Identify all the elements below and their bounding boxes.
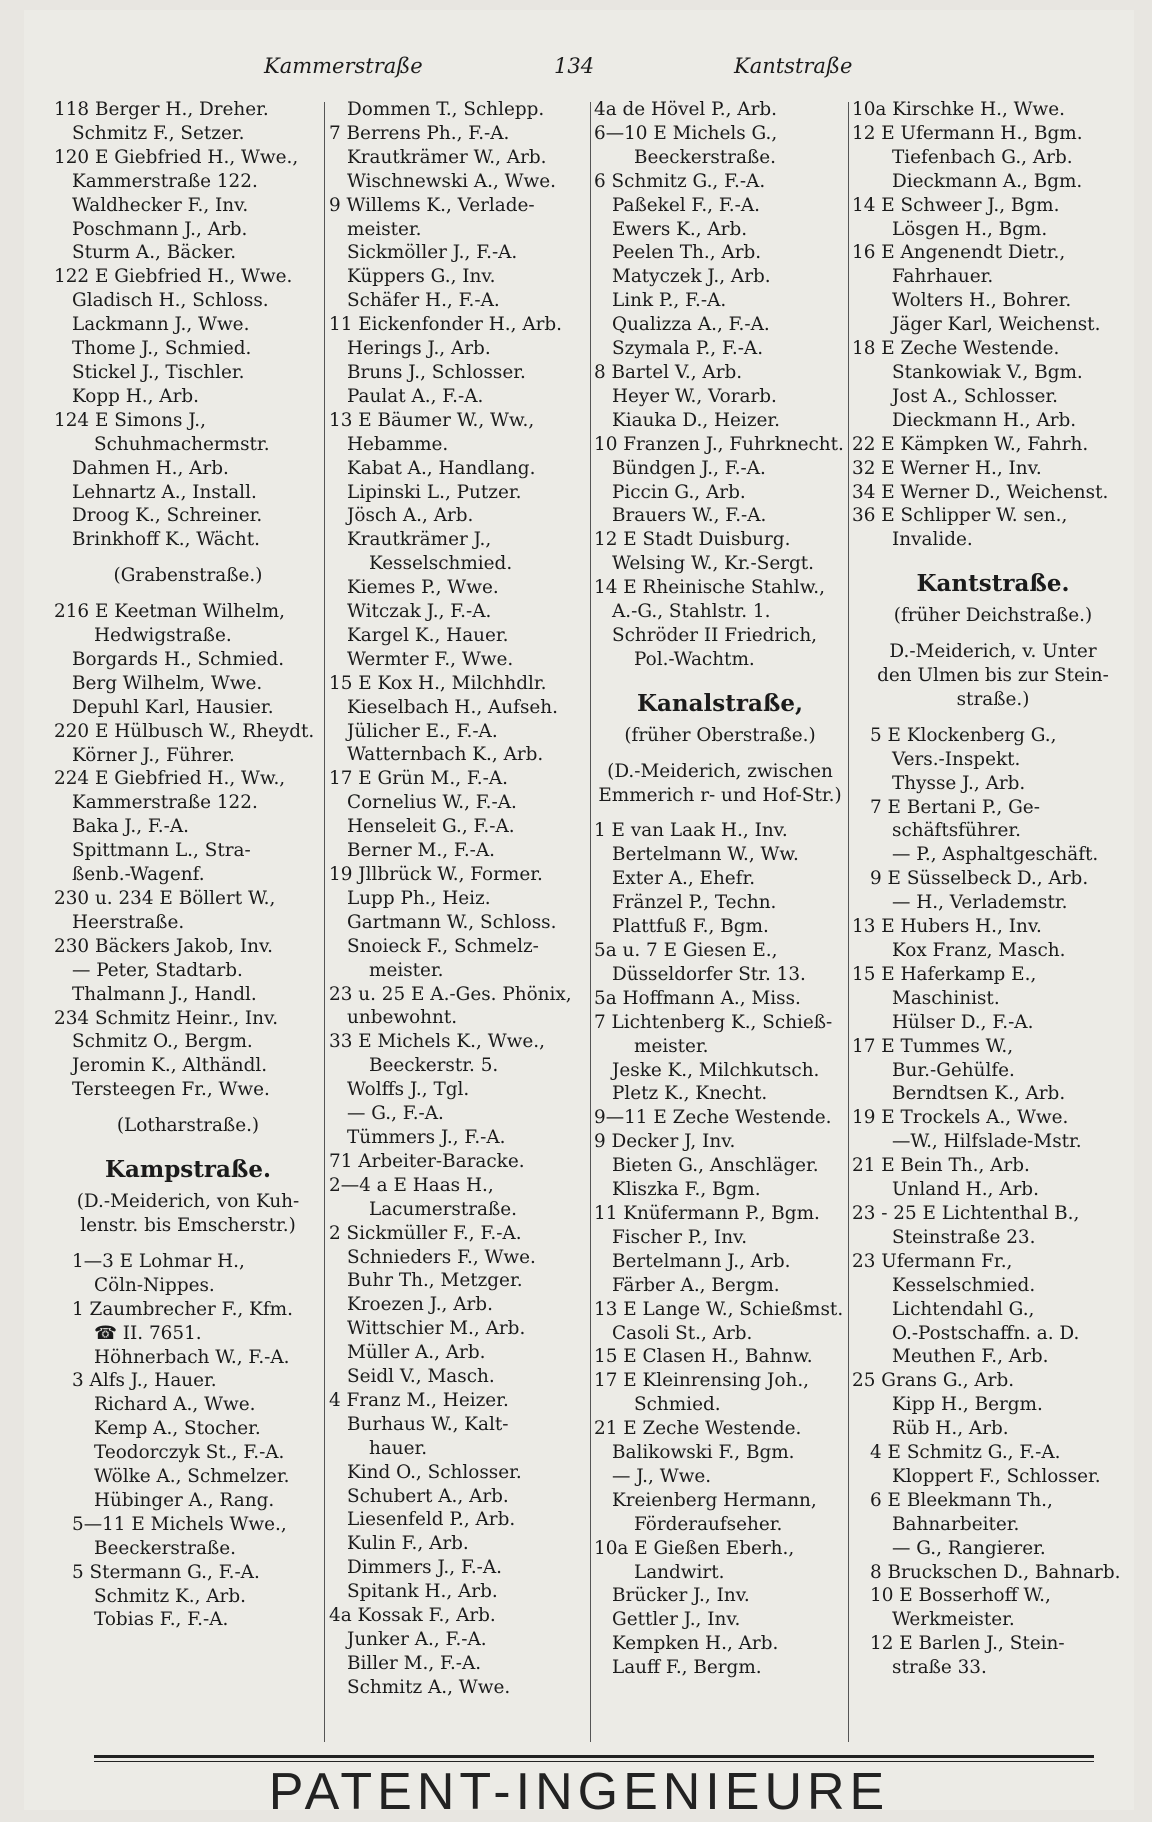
directory-entry: Kabat A., Handlang. bbox=[347, 457, 536, 479]
street-note: (früher Deichstraße.) bbox=[893, 605, 1093, 627]
directory-entry: 12 E Barlen J., Stein- bbox=[870, 1633, 1065, 1655]
directory-entry: 21 E Zeche Westende. bbox=[594, 1418, 802, 1440]
directory-entry: Poschmann J., Arb. bbox=[72, 218, 248, 240]
directory-entry: Henseleit G., F.-A. bbox=[347, 816, 515, 838]
directory-entry: 16 E Angenendt Dietr., bbox=[852, 242, 1066, 264]
directory-entry: — H., Verlademstr. bbox=[892, 892, 1068, 914]
directory-entry: Burhaus W., Kalt- bbox=[347, 1413, 509, 1435]
directory-entry: Paulat A., F.-A. bbox=[347, 385, 484, 407]
directory-entry: 14 E Schweer J., Bgm. bbox=[852, 194, 1060, 216]
directory-entry: Paßekel F., F.-A. bbox=[612, 194, 760, 216]
directory-entry: 224 E Giebfried H., Ww., bbox=[54, 768, 286, 790]
directory-entry: Seidl V., Masch. bbox=[347, 1366, 495, 1388]
directory-entry: Thome J., Schmied. bbox=[72, 338, 252, 360]
directory-entry: 15 E Kox H., Milchhdlr. bbox=[329, 672, 547, 694]
directory-entry: 6—10 E Michels G., bbox=[594, 122, 778, 144]
directory-entry: Wittschier M., Arb. bbox=[347, 1318, 526, 1340]
directory-entry: Sickmöller J., F.-A. bbox=[347, 242, 518, 264]
street-note: (D.-Meiderich, von Kuh- bbox=[76, 1191, 300, 1213]
directory-entry: — P., Asphaltgeschäft. bbox=[892, 844, 1099, 866]
directory-page bbox=[24, 10, 1134, 1821]
page-number: 134 bbox=[554, 54, 595, 78]
directory-entry: Heyer W., Vorarb. bbox=[612, 385, 777, 407]
directory-entry: Lehnartz A., Install. bbox=[72, 481, 257, 503]
directory-entry: 5a u. 7 E Giesen E., bbox=[594, 940, 778, 961]
directory-entry: Berner M., F.-A. bbox=[347, 840, 496, 862]
directory-entry: Fischer P., Inv. bbox=[612, 1226, 748, 1248]
directory-entry: 5 Stermann G., F.-A. bbox=[72, 1561, 260, 1583]
directory-entry: 7 E Bertani P., Ge- bbox=[870, 796, 1040, 818]
directory-entry: Peelen Th., Arb. bbox=[612, 242, 762, 264]
directory-entry: Wermter F., Wwe. bbox=[347, 648, 514, 670]
directory-entry: Sturm A., Bäcker. bbox=[72, 242, 237, 264]
directory-entry: Baka J., F.-A. bbox=[72, 816, 189, 838]
directory-entry: Tobias F., F.-A. bbox=[94, 1609, 229, 1631]
directory-entry: Brinkhoff K., Wächt. bbox=[72, 529, 260, 551]
directory-entry: 36 E Schlipper W. sen., bbox=[852, 505, 1068, 527]
directory-entry: hauer. bbox=[369, 1437, 428, 1459]
directory-entry: Schnieders F., Wwe. bbox=[347, 1246, 536, 1268]
spacer bbox=[594, 672, 846, 684]
directory-entry: Piccin G., Arb. bbox=[612, 481, 746, 503]
directory-entry: Bieten G., Anschläger. bbox=[612, 1155, 819, 1177]
directory-entry: Depuhl Karl, Hausier. bbox=[72, 696, 274, 718]
directory-entry: Kieselbach H., Aufseh. bbox=[347, 696, 558, 718]
directory-entry: 34 E Werner D., Weichenst. bbox=[852, 481, 1109, 503]
header-right-street: Kantstraße bbox=[734, 54, 853, 78]
directory-entry: Kesselschmied. bbox=[892, 1274, 1036, 1296]
directory-entry: Rüb H., Arb. bbox=[892, 1418, 1009, 1440]
directory-entry: Schmitz K., Arb. bbox=[94, 1585, 246, 1607]
directory-entry: 15 E Clasen H., Bahnw. bbox=[594, 1346, 813, 1368]
directory-entry: Casoli St., Arb. bbox=[612, 1322, 753, 1344]
directory-entry: 32 E Werner H., Inv. bbox=[852, 457, 1042, 479]
header-left-street: Kammerstraße bbox=[264, 54, 423, 78]
directory-entry: —W., Hilfslade-Mstr. bbox=[892, 1131, 1082, 1153]
footer-advert: PATENT-INGENIEURE bbox=[268, 1763, 890, 1821]
page-header bbox=[24, 54, 1134, 84]
column-divider bbox=[324, 102, 325, 1742]
directory-entry: 10a E Gießen Eberh., bbox=[594, 1537, 795, 1559]
directory-entry: Teodorczyk St., F.-A. bbox=[94, 1442, 285, 1464]
directory-entry: 18 E Zeche Westende. bbox=[852, 338, 1060, 360]
directory-entry: 9 Decker J, Inv. bbox=[594, 1131, 736, 1153]
directory-entry: Heerstraße. bbox=[72, 911, 185, 933]
directory-entry: Junker A., F.-A. bbox=[347, 1629, 487, 1650]
directory-entry: 17 E Kleinrensing Joh., bbox=[594, 1370, 810, 1392]
directory-entry: Pol.-Wachtm. bbox=[634, 648, 755, 670]
directory-entry: Färber A., Bergm. bbox=[612, 1274, 780, 1296]
directory-entry: Qualizza A., F.-A. bbox=[612, 314, 770, 336]
spacer bbox=[54, 1238, 322, 1250]
directory-entry: Tersteegen Fr., Wwe. bbox=[72, 1079, 270, 1101]
directory-entry: 11 Knüfermann P., Bgm. bbox=[594, 1202, 820, 1224]
directory-entry: 4 Franz M., Heizer. bbox=[329, 1389, 509, 1411]
directory-entry: Spittmann L., Stra- bbox=[72, 840, 251, 862]
directory-entry: Dieckmann H., Arb. bbox=[892, 409, 1077, 431]
directory-entry: 2 Sickmüller F., F.-A. bbox=[329, 1222, 522, 1244]
directory-entry: Beeckerstraße. bbox=[94, 1537, 236, 1559]
directory-entry: Brauers W., F.-A. bbox=[612, 505, 767, 527]
directory-entry: Lupp Ph., Heiz. bbox=[347, 887, 491, 909]
directory-entry: 1 E van Laak H., Inv. bbox=[594, 820, 788, 842]
directory-entry: 6 Schmitz G., F.-A. bbox=[594, 170, 766, 192]
directory-entry: 17 E Tummes W., bbox=[852, 1035, 1014, 1057]
street-heading: Kampstraße. bbox=[104, 1156, 272, 1184]
directory-entry: Liesenfeld P., Arb. bbox=[347, 1509, 516, 1531]
directory-entry: Düsseldorfer Str. 13. bbox=[612, 963, 806, 985]
directory-entry: Kiauka D., Heizer. bbox=[612, 409, 781, 431]
directory-entry: Herings J., Arb. bbox=[347, 338, 491, 360]
directory-entry: Küppers G., Inv. bbox=[347, 266, 496, 288]
directory-entry: Kempken H., Arb. bbox=[612, 1633, 779, 1655]
directory-entry: 22 E Kämpken W., Fahrh. bbox=[852, 433, 1089, 455]
directory-entry: Bertelmann W., Ww. bbox=[612, 844, 799, 866]
directory-entry: Dahmen H., Arb. bbox=[72, 457, 229, 479]
directory-entry: Landwirt. bbox=[634, 1561, 725, 1583]
directory-entry: Jost A., Schlosser. bbox=[892, 385, 1059, 407]
column-3 bbox=[594, 98, 846, 1758]
directory-entry: Bündgen J., F.-A. bbox=[612, 457, 766, 479]
directory-entry: Balikowski F., Bgm. bbox=[612, 1442, 795, 1464]
directory-entry: Jeske K., Milchkutsch. bbox=[612, 1059, 820, 1081]
spacer bbox=[852, 552, 1134, 564]
directory-entry: Kipp H., Bergm. bbox=[892, 1394, 1043, 1416]
directory-entry: Meuthen F., Arb. bbox=[892, 1346, 1049, 1368]
column-divider bbox=[590, 102, 591, 1742]
directory-entry: 10 Franzen J., Fuhrknecht. bbox=[594, 433, 844, 455]
directory-entry: 9—11 E Zeche Westende. bbox=[594, 1107, 832, 1129]
directory-entry: Schröder II Friedrich, bbox=[612, 624, 818, 646]
spacer bbox=[54, 1138, 322, 1150]
directory-entry: 33 E Michels K., Wwe., bbox=[329, 1031, 545, 1053]
street-note: D.-Meiderich, v. Unter bbox=[889, 641, 1097, 663]
street-note: (früher Oberstraße.) bbox=[624, 724, 816, 746]
street-note: (D.-Meiderich, zwischen bbox=[607, 760, 833, 782]
spacer bbox=[594, 748, 846, 760]
directory-entry: straße 33. bbox=[892, 1657, 987, 1679]
directory-entry: Steinstraße 23. bbox=[892, 1226, 1036, 1248]
directory-entry: Jülicher E., F.-A. bbox=[347, 720, 498, 742]
directory-entry: Werkmeister. bbox=[892, 1609, 1015, 1631]
directory-entry: Kind O., Schlosser. bbox=[347, 1461, 522, 1483]
directory-entry: Borgards H., Schmied. bbox=[72, 648, 285, 670]
directory-entry: Kargel K., Hauer. bbox=[347, 624, 509, 646]
directory-entry: Welsing W., Kr.-Sergt. bbox=[612, 553, 815, 575]
directory-entry: A.-G., Stahlstr. 1. bbox=[612, 601, 771, 623]
directory-entry: 216 E Keetman Wilhelm, bbox=[54, 601, 285, 623]
directory-entry: Unland H., Arb. bbox=[892, 1179, 1039, 1201]
directory-entry: Witczak J., F.-A. bbox=[347, 601, 492, 623]
directory-entry: Hübinger A., Rang. bbox=[94, 1489, 275, 1511]
directory-entry: 3 Alfs J., Hauer. bbox=[72, 1370, 217, 1392]
directory-entry: — G., Rangierer. bbox=[892, 1537, 1046, 1559]
directory-entry: unbewohnt. bbox=[347, 1007, 458, 1029]
directory-entry: Dommen T., Schlepp. bbox=[347, 99, 545, 120]
directory-entry: 19 E Trockels A., Wwe. bbox=[852, 1107, 1069, 1129]
street-heading: Kantstraße. bbox=[916, 570, 1070, 598]
directory-entry: 14 E Rheinische Stahlw., bbox=[594, 577, 825, 599]
directory-entry: Snoieck F., Schmelz- bbox=[347, 935, 539, 957]
directory-entry: 11 Eickenfonder H., Arb. bbox=[329, 314, 563, 336]
directory-entry: — Peter, Stadtarb. bbox=[72, 959, 243, 981]
directory-entry: Kesselschmied. bbox=[369, 553, 513, 575]
directory-entry: Cornelius W., F.-A. bbox=[347, 792, 517, 814]
directory-entry: Höhnerbach W., F.-A. bbox=[94, 1346, 290, 1368]
directory-entry: Bertelmann J., Arb. bbox=[612, 1250, 791, 1272]
directory-entry: ☎ II. 7651. bbox=[94, 1322, 202, 1344]
directory-entry: 220 E Hülbusch W., Rheydt. bbox=[54, 720, 315, 742]
directory-entry: meister. bbox=[347, 218, 422, 240]
directory-entry: Vers.-Inspekt. bbox=[892, 748, 1021, 770]
directory-entry: 13 E Lange W., Schießmst. bbox=[594, 1298, 844, 1320]
column-divider bbox=[848, 102, 849, 1742]
directory-entry: Lichtendahl G., bbox=[892, 1298, 1035, 1320]
directory-entry: Maschinist. bbox=[892, 987, 1000, 1009]
directory-entry: Jäger Karl, Weichenst. bbox=[892, 314, 1101, 336]
directory-entry: Jeromin K., Althändl. bbox=[72, 1055, 268, 1077]
directory-entry: 25 Grans G., Arb. bbox=[852, 1370, 1015, 1392]
directory-entry: ßenb.-Wagenf. bbox=[72, 864, 205, 886]
directory-entry: Lösgen H., Bgm. bbox=[892, 218, 1048, 240]
directory-entry: O.-Postschaffn. a. D. bbox=[892, 1322, 1080, 1344]
directory-entry: 8 Bruckschen D., Bahnarb. bbox=[870, 1561, 1121, 1583]
directory-entry: schäftsführer. bbox=[892, 820, 1021, 842]
directory-entry: Gettler J., Inv. bbox=[612, 1609, 741, 1631]
directory-entry: Szymala P., F.-A. bbox=[612, 338, 764, 360]
directory-entry: 23 - 25 E Lichtenthal B., bbox=[852, 1202, 1080, 1224]
directory-entry: Kammerstraße 122. bbox=[72, 792, 258, 814]
directory-entry: Stankowiak V., Bgm. bbox=[892, 361, 1083, 383]
directory-entry: 13 E Hubers H., Inv. bbox=[852, 916, 1042, 938]
directory-entry: Hedwigstraße. bbox=[94, 625, 232, 647]
street-note: den Ulmen bis zur Stein- bbox=[877, 665, 1109, 687]
footer-rule bbox=[94, 1755, 1094, 1758]
directory-entry: Hülser D., F.-A. bbox=[892, 1011, 1034, 1033]
directory-entry: Wölke A., Schmelzer. bbox=[94, 1466, 290, 1488]
directory-entry: Kliszka F., Bgm. bbox=[612, 1179, 761, 1201]
directory-entry: Krautkrämer J., bbox=[347, 529, 492, 551]
directory-entry: Lackmann J., Wwe. bbox=[72, 314, 250, 336]
directory-entry: 8 Bartel V., Arb. bbox=[594, 361, 743, 383]
directory-entry: Thalmann J., Handl. bbox=[72, 983, 257, 1005]
directory-entry: 21 E Bein Th., Arb. bbox=[852, 1155, 1030, 1177]
directory-entry: Fahrhauer. bbox=[892, 266, 994, 288]
directory-entry: Berndtsen K., Arb. bbox=[892, 1083, 1066, 1105]
directory-entry: Hebamme. bbox=[347, 433, 449, 455]
directory-entry: Matyczek J., Arb. bbox=[612, 266, 771, 288]
directory-entry: Thysse J., Arb. bbox=[892, 772, 1026, 794]
directory-entry: Beeckerstr. 5. bbox=[369, 1055, 499, 1077]
directory-entry: Wischnewski A., Wwe. bbox=[347, 170, 557, 192]
directory-entry: Buhr Th., Metzger. bbox=[347, 1270, 523, 1292]
directory-entry: 5 E Klockenberg G., bbox=[870, 724, 1057, 746]
directory-entry: Kroezen J., Arb. bbox=[347, 1294, 493, 1316]
directory-entry: Kiemes P., Wwe. bbox=[347, 577, 499, 599]
directory-entry: Kemp A., Stocher. bbox=[94, 1418, 261, 1440]
directory-entry: Kox Franz, Masch. bbox=[892, 940, 1066, 961]
directory-entry: 1 Zaumbrecher F., Kfm. bbox=[72, 1298, 293, 1320]
directory-entry: Förderaufseher. bbox=[634, 1513, 783, 1535]
street-note: Emmerich r- und Hof-Str.) bbox=[598, 784, 842, 806]
spacer bbox=[54, 552, 322, 564]
directory-entry: Fränzel P., Techn. bbox=[612, 892, 777, 914]
directory-entry: 120 E Giebfried H., Wwe., bbox=[54, 146, 299, 168]
directory-entry: 7 Berrens Ph., F.-A. bbox=[329, 122, 510, 144]
directory-entry: Schmied. bbox=[634, 1394, 721, 1416]
directory-entry: 17 E Grün M., F.-A. bbox=[329, 768, 508, 790]
directory-entry: Brücker J., Inv. bbox=[612, 1585, 750, 1607]
directory-entry: Invalide. bbox=[892, 529, 973, 551]
directory-entry: Bur.-Gehülfe. bbox=[892, 1059, 1015, 1081]
directory-entry: 230 Bäckers Jakob, Inv. bbox=[54, 935, 274, 957]
directory-entry: 2—4 a E Haas H., bbox=[329, 1174, 494, 1196]
directory-entry: Bahnarbeiter. bbox=[892, 1513, 1020, 1535]
directory-entry: Dieckmann A., Bgm. bbox=[892, 170, 1083, 192]
spacer bbox=[54, 1102, 322, 1114]
directory-entry: Wolffs J., Tgl. bbox=[347, 1079, 470, 1101]
directory-entry: — G., F.-A. bbox=[347, 1103, 444, 1125]
directory-entry: 234 Schmitz Heinr., Inv. bbox=[54, 1007, 279, 1029]
street-note: (Lotharstraße.) bbox=[116, 1115, 260, 1137]
directory-entry: 9 Willems K., Verlade- bbox=[329, 194, 535, 216]
directory-entry: 4a de Hövel P., Arb. bbox=[594, 99, 777, 120]
directory-entry: Tiefenbach G., Arb. bbox=[892, 146, 1073, 168]
column-4 bbox=[852, 98, 1134, 1758]
directory-entry: 1—3 E Lohmar H., bbox=[72, 1250, 245, 1272]
directory-entry: 23 u. 25 E A.-Ges. Phönix, bbox=[329, 983, 572, 1005]
directory-entry: Körner J., Führer. bbox=[72, 744, 235, 766]
directory-entry: Kloppert F., Schlosser. bbox=[892, 1465, 1101, 1487]
directory-entry: 10 E Bosserhoff W., bbox=[870, 1585, 1051, 1607]
street-heading: Kanalstraße, bbox=[637, 689, 803, 717]
directory-entry: Bruns J., Schlosser. bbox=[347, 361, 526, 383]
directory-entry: Krautkrämer W., Arb. bbox=[347, 146, 547, 168]
directory-entry: Tümmers J., F.-A. bbox=[347, 1126, 506, 1148]
directory-entry: Kreienberg Hermann, bbox=[612, 1489, 817, 1511]
directory-entry: Stickel J., Tischler. bbox=[72, 361, 245, 383]
directory-entry: 13 E Bäumer W., Ww., bbox=[329, 409, 535, 431]
directory-entry: 5—11 E Michels Wwe., bbox=[72, 1513, 287, 1535]
directory-entry: Schubert A., Arb. bbox=[347, 1485, 509, 1507]
directory-entry: Spitank H., Arb. bbox=[347, 1581, 498, 1603]
directory-entry: Droog K., Schreiner. bbox=[72, 505, 263, 527]
directory-entry: Ewers K., Arb. bbox=[612, 218, 748, 240]
directory-entry: Gladisch H., Schloss. bbox=[72, 290, 269, 312]
spacer bbox=[594, 807, 846, 819]
directory-entry: Waldhecker F., Inv. bbox=[72, 194, 249, 216]
directory-entry: Lauff F., Bergm. bbox=[612, 1657, 762, 1679]
column-1 bbox=[54, 98, 322, 1758]
directory-entry: 71 Arbeiter-Baracke. bbox=[329, 1150, 525, 1172]
directory-entry: Biller M., F.-A. bbox=[347, 1652, 482, 1674]
column-2 bbox=[329, 98, 591, 1758]
directory-entry: Richard A., Wwe. bbox=[94, 1394, 256, 1416]
directory-entry: Exter A., Ehefr. bbox=[612, 868, 756, 890]
directory-entry: 10a Kirschke H., Wwe. bbox=[852, 99, 1066, 120]
directory-entry: Schmitz A., Wwe. bbox=[347, 1676, 511, 1698]
directory-entry: Lipinski L., Putzer. bbox=[347, 481, 522, 503]
spacer bbox=[852, 628, 1134, 640]
directory-entry: 19 Jllbrück W., Former. bbox=[329, 864, 543, 885]
directory-entry: Dimmers J., F.-A. bbox=[347, 1557, 503, 1579]
directory-entry: Schmitz O., Bergm. bbox=[72, 1031, 253, 1053]
directory-entry: Jösch A., Arb. bbox=[347, 505, 474, 527]
directory-entry: Kulin F., Arb. bbox=[347, 1533, 469, 1555]
directory-entry: 122 E Giebfried H., Wwe. bbox=[54, 266, 293, 288]
directory-entry: 12 E Stadt Duisburg. bbox=[594, 529, 791, 551]
street-note: straße.) bbox=[956, 688, 1030, 710]
directory-entry: Pletz K., Knecht. bbox=[612, 1083, 768, 1105]
directory-entry: Schäfer H., F.-A. bbox=[347, 290, 500, 312]
directory-entry: Plattfuß F., Bgm. bbox=[612, 916, 769, 938]
directory-entry: Gartmann W., Schloss. bbox=[347, 911, 557, 933]
directory-entry: meister. bbox=[634, 1035, 709, 1057]
directory-entry: 5a Hoffmann A., Miss. bbox=[594, 987, 801, 1009]
directory-entry: 7 Lichtenberg K., Schieß- bbox=[594, 1011, 833, 1033]
directory-entry: Watternbach K., Arb. bbox=[347, 744, 544, 766]
directory-entry: 23 Ufermann Fr., bbox=[852, 1250, 1013, 1272]
directory-entry: 12 E Ufermann H., Bgm. bbox=[852, 122, 1083, 144]
directory-entry: 4a Kossak F., Arb. bbox=[329, 1605, 496, 1627]
directory-entry: Schuhmachermstr. bbox=[94, 433, 270, 455]
directory-entry: Wolters H., Bohrer. bbox=[892, 290, 1072, 312]
directory-entry: Kammerstraße 122. bbox=[72, 170, 258, 192]
directory-entry: 4 E Schmitz G., F.-A. bbox=[870, 1442, 1061, 1464]
directory-entry: 118 Berger H., Dreher. bbox=[54, 99, 269, 120]
directory-entry: 15 E Haferkamp E., bbox=[852, 963, 1037, 985]
street-note: lenstr. bis Emscherstr.) bbox=[80, 1214, 296, 1236]
directory-entry: 6 E Bleekmann Th., bbox=[870, 1489, 1053, 1511]
directory-entry: — J., Wwe. bbox=[612, 1465, 712, 1487]
directory-entry: Cöln-Nippes. bbox=[94, 1274, 215, 1296]
spacer bbox=[54, 588, 322, 600]
directory-entry: Beeckerstraße. bbox=[634, 146, 776, 168]
directory-entry: meister. bbox=[369, 959, 444, 981]
directory-entry: Lacumerstraße. bbox=[369, 1198, 518, 1220]
directory-entry: Schmitz F., Setzer. bbox=[72, 122, 245, 144]
directory-entry: Kopp H., Arb. bbox=[72, 385, 199, 407]
directory-entry: 9 E Süsselbeck D., Arb. bbox=[870, 868, 1089, 890]
directory-entry: Link P., F.-A. bbox=[612, 290, 727, 312]
directory-entry: 124 E Simons J., bbox=[54, 409, 206, 431]
spacer bbox=[852, 712, 1134, 724]
directory-entry: Berg Wilhelm, Wwe. bbox=[72, 672, 263, 694]
directory-entry: Müller A., Arb. bbox=[347, 1342, 486, 1364]
directory-entry: 230 u. 234 E Böllert W., bbox=[54, 888, 276, 909]
street-note: (Grabenstraße.) bbox=[113, 565, 263, 587]
